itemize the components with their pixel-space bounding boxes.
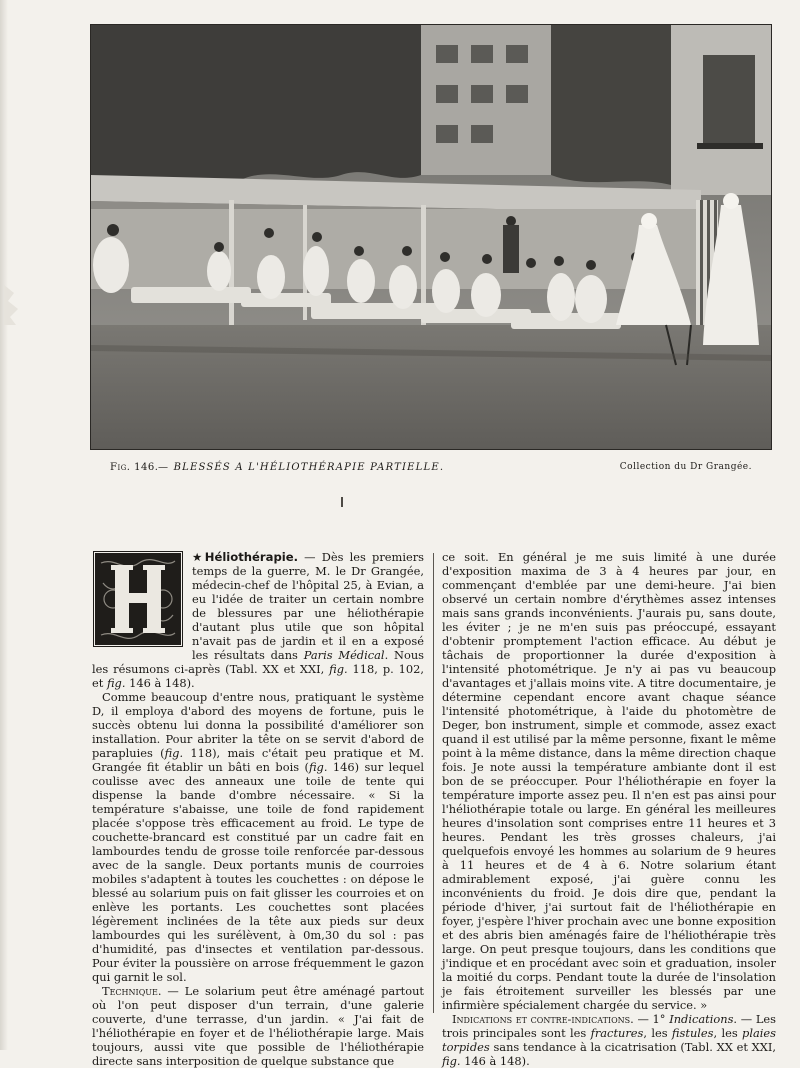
section-heading: Héliothérapie. bbox=[204, 550, 298, 564]
technique-label: Technique. bbox=[102, 984, 162, 998]
paragraph-technique: Technique. — Le solarium peut être aménagé partout où l'on peut disposer d'un terrain, d'une galerie couverte, d'une terrasse, d'un jardin. « J'ai fait de l'héliothérapie en foyer et de l'héliothérapie large. Mais toujours, aussi vite que possible de l'héliothérapie directe sans interposition de quelque substance que bbox=[92, 984, 424, 1068]
text-column-left bbox=[92, 550, 424, 1068]
figure-title: — BLESSÉS A L'HÉLIOTHÉRAPIE PARTIELLE. bbox=[158, 462, 445, 473]
drop-cap-h bbox=[92, 550, 184, 648]
paragraph-indications: Indications et contre-indications. — 1° Indications. — Les trois principales sont les fractures, les fistules, les plaies torpides sans tendance à la cicatrisation (Tabl. XX et XXI, fig. 146 à 148). bbox=[442, 1012, 777, 1068]
paragraph-intro: ★Héliothérapie. — Dès les premiers temps de la guerre, M. le Dr Grangée, médecin-chef de l'hôpital 25, à Evian, a eu l'idée de traiter un certain nombre de blessures par une héliothérapie d'autant plus utile que son hôpital n'avait pas de jardin et il en a exposé les résultats dans Paris Médical. Nous les résumons ci-après (Tabl. XX et XXI, fig. 118, p. 102, et fig. 146 à 148). bbox=[92, 550, 425, 690]
photograph-solarium bbox=[90, 24, 772, 450]
paragraph-installation: Comme beaucoup d'entre nous, pratiquant le système D, il employa d'abord des moyens de fortune, puis le succès obtenu lui donna la possibilité d'améliorer son installation. Pour abriter la tête on se servit d'abord de parapluies (fig. 118), mais c'était peu pratique et M. Grangée fit établir un bâti en bois (fig. 146) sur lequel coulisse avec des anneaux une toile de tente qui dispense la bande d'ombre nécessaire. « Si la température s'abaisse, une toile de fond rapidement placée s'oppose très efficacement au froid. Le type de couchette-brancard est constitué par un cadre fait en lambourdes tendu de grosse toile renforcée par-dessous avec de la sangle. Deux portants munis de courroies mobiles s'adaptent à toutes les couchettes : on dépose le blessé au solarium puis on fait glisser les courroies et on enlève les portants. Les couchettes sont placées légèrement inclinées de la tête aux pieds sur deux lambourdes qui les surélèvent, à 0m,30 du sol : pas d'humidité, pas d'insectes et ventilation par-dessous. Pour éviter la poussière on arrose fréquemment le gazon qui garnit le sol. bbox=[92, 690, 424, 984]
figure-label: Fig. 146. bbox=[110, 462, 159, 473]
text-column-right bbox=[442, 550, 776, 1068]
figure-caption bbox=[110, 462, 760, 480]
figure-credit: Collection du Dr Grangée. bbox=[619, 462, 752, 472]
paper-tear bbox=[4, 285, 22, 325]
indications-label: Indications et contre-indications. bbox=[452, 1012, 634, 1026]
printer-mark bbox=[341, 497, 343, 507]
paragraph-continuation: ce soit. En général je me suis limité à une durée d'exposition maxima de 3 à 4 heures par jour, en commençant d'emblée par une demi-heure. J'ai bien observé un certain nombre d'érythèmes assez intenses mais sans grands inconvénients. J'aurais pu, sans doute, les éviter ; je ne m'en suis pas préoccupé, essayant d'obtenir promptement l'action efficace. Au début je tâchais de proportionner la durée d'exposition à l'intensité photométrique. Je n'y ai pas vu beaucoup d'avantages et j'allais moins vite. A titre documentaire, je détermine cependant encore avant chaque séance l'intensité photométrique, à l'aide du photomètre de Deger, bon instrument, simple et commode, assez exact quand il est utilisé par la même personne, fixant le même point à la même distance, dans la même direction chaque fois. Je note aussi la température ambiante dont il est bon de se préoccuper. Pour l'héliothérapie en foyer la température importe assez peu. Il n'en est pas ainsi pour l'héliothérapie totale ou large. En général les meilleures heures d'insolation sont comprises entre 11 heures et 3 heures. Pendant les très grosses chaleurs, j'ai quelquefois envoyé les hommes au solarium de 9 heures à 11 heures et de 4 à 6. Notre solarium étant admirablement exposé, j'ai guère connu les inconvénients du froid. Je dois dire que, pendant la période d'hiver, j'ai surtout fait de l'héliothérapie en foyer, j'espère l'hiver prochain avec une bonne exposition et des abris bien aménagés faire de l'héliothérapie très large. On peut presque toujours, dans les conditions que j'indique et en procédant avec soin et graduation, insoler la moitié du corps. Pendant toute la durée de l'insolation je fais étroitement surveiller les blessés par une infirmière spécialement chargée du service. » bbox=[442, 550, 776, 1012]
page-binding-edge bbox=[0, 0, 8, 1050]
column-divider bbox=[433, 553, 434, 1013]
